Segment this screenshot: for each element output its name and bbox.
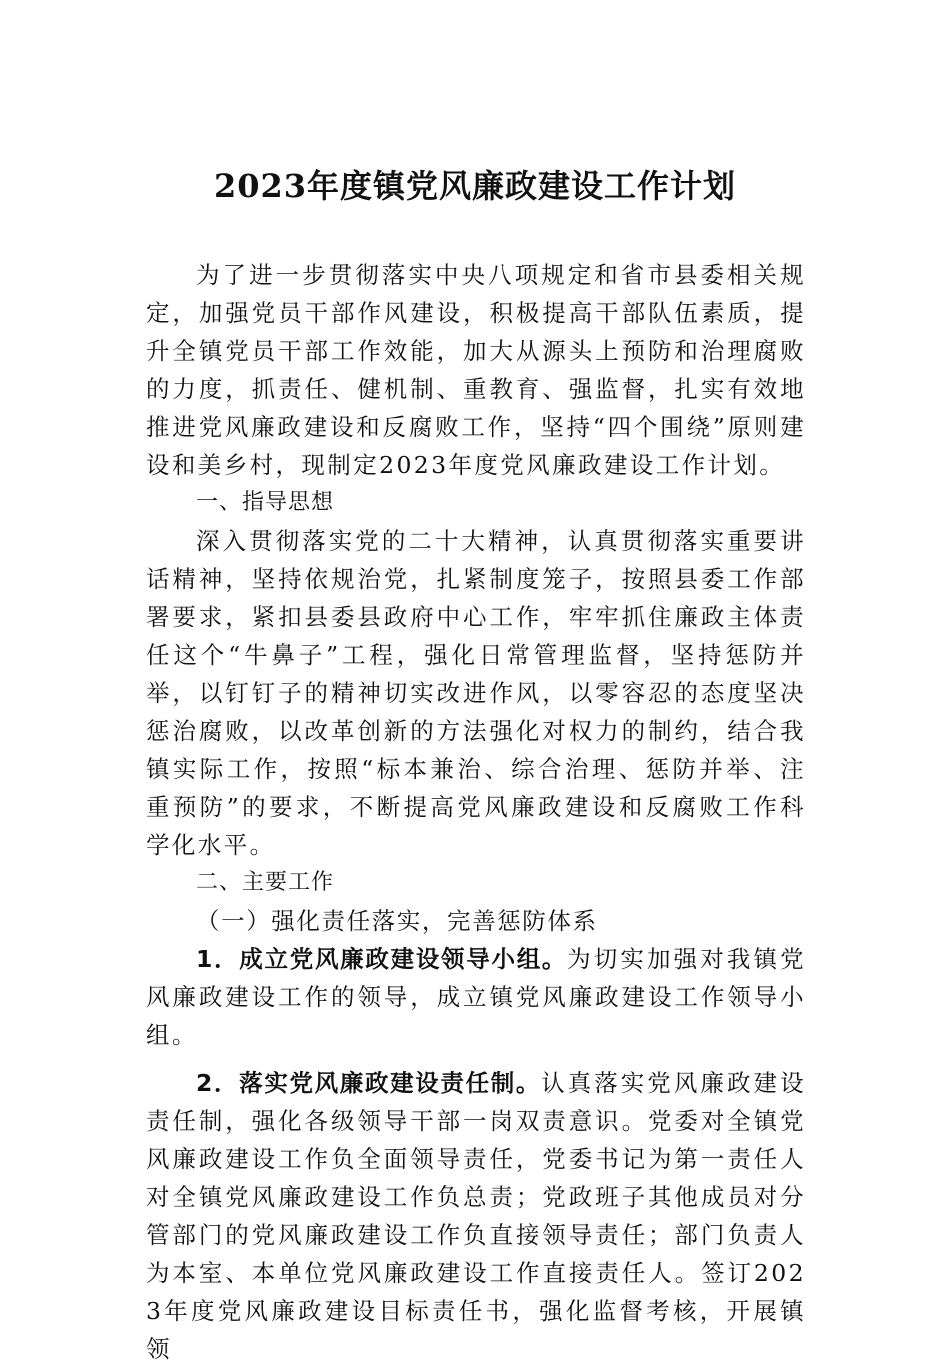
work-item-2-text: 认真落实党风廉政建设责任制，强化各级领导干部一岗双责意识。党委对全镇党风廉政建设工作负全面领导责任，党委书记为第一责任人对全镇党风廉政建设工作负总责；党政班子其他成员对分管部门的党风廉政建设工作负直接领导责任；部门负责人为本室、本单位党风廉政建设工作直接责任人。签订2023年度党风廉政建设目标责任书，强化监督考核，开展镇领 <box>146 1069 807 1363</box>
work-item-1-text: 为切实加强对我镇党风廉政建设工作的领导，成立镇党风廉政建设工作领导小组。 <box>146 945 806 1049</box>
work-item-1 <box>146 940 806 1054</box>
work-item-2-lead: 2．落实党风廉政建设责任制。 <box>196 1069 542 1097</box>
document-title: 2023年度镇党风廉政建设工作计划 <box>213 167 737 205</box>
document-body <box>146 256 806 1368</box>
guiding-ideology-paragraph: 深入贯彻落实党的二十大精神，认真贯彻落实重要讲话精神，坚持依规治党，扎紧制度笼子，按照县委工作部署要求，紧扣县委县政府中心工作，牢牢抓住廉政主体责任这个“牛鼻子”工程，强化日常管理监督，坚持惩防并举，以钉钉子的精神切实改进作风，以零容忍的态度坚决惩治腐败，以改革创新的方法强化对权力的制约，结合我镇实际工作，按照“标本兼治、综合治理、惩防并举、注重预防”的要求，不断提高党风廉政建设和反腐败工作科学化水平。 <box>146 527 806 859</box>
section-heading-main-work: 二、主要工作 <box>196 870 335 895</box>
intro-paragraph: 为了进一步贯彻落实中央八项规定和省市县委相关规定，加强党员干部作风建设，积极提高干部队伍素质，提升全镇党员干部工作效能，加大从源头上预防和治理腐败的力度，抓责任、健机制、重教育、强监督，扎实有效地推进党风廉政建设和反腐败工作，坚持“四个围绕”原则建设和美乡村，现制定2023年度党风廉政建设工作计划。 <box>146 261 806 479</box>
subsection-heading-responsibility: （一）强化责任落实，完善惩防体系 <box>196 907 598 935</box>
section-heading-guiding-ideology: 一、指导思想 <box>196 490 335 515</box>
work-item-2 <box>146 1064 806 1368</box>
work-item-1-lead: 1．成立党风廉政建设领导小组。 <box>196 945 568 973</box>
